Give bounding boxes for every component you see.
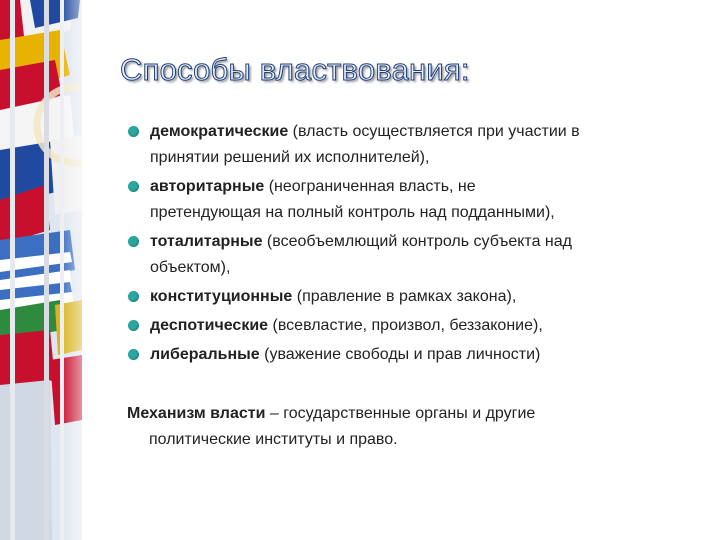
bullet-icon (128, 236, 139, 247)
list-item (128, 342, 698, 368)
list-item (128, 229, 698, 281)
bullet-term: тоталитарные (150, 233, 263, 250)
bullet-list (128, 119, 698, 371)
flags-fade (60, 0, 82, 540)
bullet-desc: (неограниченная власть, не (268, 178, 476, 195)
bullet-term: либеральные (150, 346, 260, 363)
bullet-desc-continued: принятии решений их исполнителей), (150, 149, 430, 166)
bullet-desc: (власть осуществляется при участии в (292, 123, 580, 140)
bullet-icon (128, 320, 139, 331)
bullet-icon (128, 126, 139, 137)
list-item (128, 174, 698, 226)
bullet-desc: (правление в рамках закона), (296, 288, 517, 305)
bullet-icon (128, 291, 139, 302)
flags-decoration (0, 0, 82, 540)
bullet-icon (128, 181, 139, 192)
mechanism-desc-continued: политические институты и право. (149, 431, 398, 448)
bullet-desc-continued: претендующая на полный контроль над подданными), (150, 204, 555, 221)
mechanism-paragraph (127, 401, 697, 453)
bullet-term: деспотические (150, 317, 269, 334)
bullet-icon (128, 349, 139, 360)
list-item (128, 284, 698, 310)
bullet-term: демократические (150, 123, 289, 140)
bullet-desc-continued: объектом), (150, 259, 231, 276)
mechanism-term: Механизм власти (127, 405, 266, 422)
bullet-desc: (всевластие, произвол, беззаконие), (272, 317, 543, 334)
bullet-desc: (уважение свободы и прав личности) (264, 346, 541, 363)
mechanism-desc: – государственные органы и другие (269, 405, 536, 422)
list-item (128, 119, 698, 171)
slide-title: Способы властвования: (120, 52, 470, 87)
bullet-desc: (всеобъемлющий контроль субъекта над (266, 233, 572, 250)
bullet-term: конституционные (150, 288, 293, 305)
bullet-term: авторитарные (150, 178, 265, 195)
list-item (128, 313, 698, 339)
